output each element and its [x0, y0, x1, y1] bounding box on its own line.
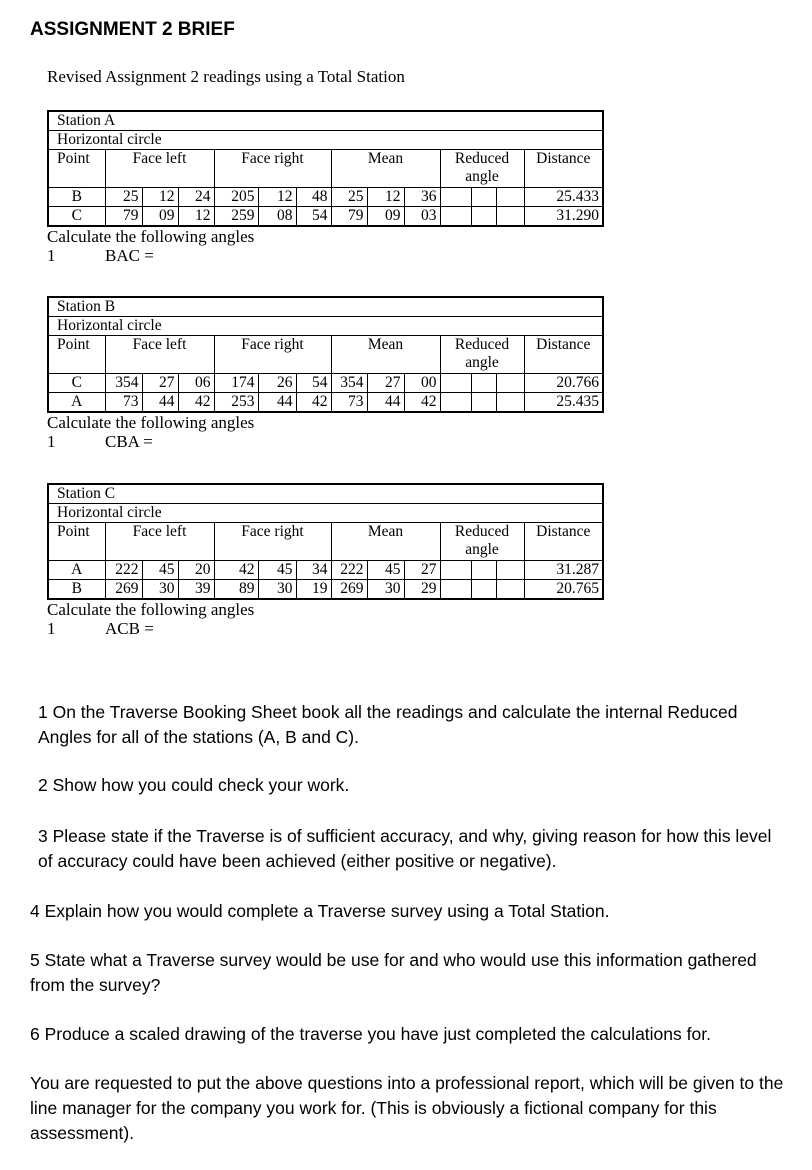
mean-cell: 30 — [367, 580, 404, 600]
header-distance: Distance — [524, 523, 603, 561]
station-name: Station C — [48, 484, 603, 504]
fl-cell: 222 — [105, 561, 142, 580]
question-5: 5 State what a Traverse survey would be use for and who would use this information gathered from the survey? — [30, 950, 757, 995]
header-distance: Distance — [524, 150, 603, 188]
fl-cell: 39 — [178, 580, 214, 600]
mean-cell: 42 — [404, 393, 440, 413]
fl-cell: 73 — [105, 393, 142, 413]
fl-cell: 269 — [105, 580, 142, 600]
readings-table — [47, 296, 604, 413]
reduced-cell[interactable] — [440, 374, 471, 393]
header-face-left: Face left — [105, 150, 214, 188]
readings-table — [47, 483, 604, 600]
calc-angle: ACB = — [105, 619, 154, 638]
calc-number: 1 — [47, 619, 56, 638]
fl-cell: 06 — [178, 374, 214, 393]
question-2: 2 Show how you could check your work. — [38, 775, 350, 795]
fr-cell: 259 — [214, 207, 258, 227]
mean-cell: 03 — [404, 207, 440, 227]
station-name: Station A — [48, 111, 603, 131]
header-point: Point — [48, 523, 105, 561]
fr-cell: 30 — [258, 580, 296, 600]
reduced-cell[interactable] — [471, 374, 496, 393]
table-row — [48, 188, 603, 207]
calc-number: 1 — [47, 246, 56, 265]
reduced-cell[interactable] — [471, 393, 496, 413]
reduced-cell[interactable] — [440, 561, 471, 580]
point-cell: A — [48, 561, 105, 580]
mean-cell: 27 — [404, 561, 440, 580]
table-row — [48, 207, 603, 227]
readings-table — [47, 110, 604, 227]
reduced-cell[interactable] — [440, 188, 471, 207]
fr-cell: 26 — [258, 374, 296, 393]
mean-cell: 12 — [367, 188, 404, 207]
fl-cell: 12 — [178, 207, 214, 227]
mean-cell: 25 — [331, 188, 367, 207]
fr-cell: 253 — [214, 393, 258, 413]
mean-cell: 29 — [404, 580, 440, 600]
header-face-left: Face left — [105, 523, 214, 561]
fl-cell: 79 — [105, 207, 142, 227]
reduced-cell[interactable] — [496, 207, 524, 227]
station-c-section — [47, 483, 603, 638]
header-face-right: Face right — [214, 523, 331, 561]
fr-cell: 89 — [214, 580, 258, 600]
reduced-cell[interactable] — [440, 393, 471, 413]
fr-cell: 42 — [214, 561, 258, 580]
fr-cell: 48 — [296, 188, 331, 207]
fl-cell: 09 — [142, 207, 178, 227]
mean-cell: 222 — [331, 561, 367, 580]
page-title: ASSIGNMENT 2 BRIEF — [30, 19, 235, 40]
reduced-cell[interactable] — [496, 580, 524, 600]
point-cell: B — [48, 580, 105, 600]
distance-cell: 25.435 — [524, 393, 603, 413]
fr-cell: 205 — [214, 188, 258, 207]
calc-angle: BAC = — [105, 246, 154, 265]
point-cell: A — [48, 393, 105, 413]
fr-cell: 54 — [296, 374, 331, 393]
header-mean: Mean — [331, 336, 440, 374]
mean-cell: 73 — [331, 393, 367, 413]
subtitle: Revised Assignment 2 readings using a Total Station — [47, 67, 405, 86]
distance-cell: 20.766 — [524, 374, 603, 393]
station-a-section — [47, 110, 603, 265]
table-row — [48, 561, 603, 580]
fr-cell: 174 — [214, 374, 258, 393]
station-name: Station B — [48, 297, 603, 317]
mean-cell: 354 — [331, 374, 367, 393]
header-mean: Mean — [331, 150, 440, 188]
fr-cell: 19 — [296, 580, 331, 600]
circle-label: Horizontal circle — [48, 317, 603, 336]
table-row — [48, 393, 603, 413]
fr-cell: 12 — [258, 188, 296, 207]
mean-cell: 27 — [367, 374, 404, 393]
question-4: 4 Explain how you would complete a Traverse survey using a Total Station. — [30, 901, 610, 921]
fr-cell: 42 — [296, 393, 331, 413]
calc-number: 1 — [47, 432, 56, 451]
mean-cell: 269 — [331, 580, 367, 600]
distance-cell: 31.287 — [524, 561, 603, 580]
header-distance: Distance — [524, 336, 603, 374]
point-cell: C — [48, 374, 105, 393]
header-point: Point — [48, 150, 105, 188]
mean-cell: 79 — [331, 207, 367, 227]
fl-cell: 20 — [178, 561, 214, 580]
mean-cell: 36 — [404, 188, 440, 207]
question-1: 1 On the Traverse Booking Sheet book all the readings and calculate the internal Reduced Angles for all of the stations (A, B and C). — [38, 702, 738, 747]
distance-cell: 25.433 — [524, 188, 603, 207]
calc-instruction: Calculate the following angles — [47, 600, 255, 619]
fr-cell: 44 — [258, 393, 296, 413]
fl-cell: 27 — [142, 374, 178, 393]
header-point: Point — [48, 336, 105, 374]
header-face-right: Face right — [214, 150, 331, 188]
calc-angle: CBA = — [105, 432, 153, 451]
reduced-cell[interactable] — [471, 207, 496, 227]
table-row — [48, 374, 603, 393]
fr-cell: 08 — [258, 207, 296, 227]
header-face-right: Face right — [214, 336, 331, 374]
fl-cell: 24 — [178, 188, 214, 207]
mean-cell: 44 — [367, 393, 404, 413]
reduced-cell[interactable] — [440, 207, 471, 227]
fl-cell: 12 — [142, 188, 178, 207]
reduced-cell[interactable] — [440, 580, 471, 600]
question-3: 3 Please state if the Traverse is of sufficient accuracy, and why, giving reason for how this level of accuracy could have been achieved (either positive or negative). — [38, 826, 772, 871]
header-mean: Mean — [331, 523, 440, 561]
station-b-section — [47, 296, 603, 451]
header-reduced-angle: Reduced angle — [440, 150, 524, 188]
fr-cell: 45 — [258, 561, 296, 580]
fr-cell: 54 — [296, 207, 331, 227]
fl-cell: 30 — [142, 580, 178, 600]
table-row — [48, 580, 603, 600]
distance-cell: 31.290 — [524, 207, 603, 227]
reduced-cell[interactable] — [471, 188, 496, 207]
circle-label: Horizontal circle — [48, 504, 603, 523]
report-instructions: You are requested to put the above questions into a professional report, which will be given to the line manager for the company you work for. (This is obviously a fictional company for this assessment). — [30, 1073, 784, 1143]
fl-cell: 42 — [178, 393, 214, 413]
calc-instruction: Calculate the following angles — [47, 413, 255, 432]
calc-instruction: Calculate the following angles — [47, 227, 255, 246]
point-cell: C — [48, 207, 105, 227]
mean-cell: 00 — [404, 374, 440, 393]
reduced-cell[interactable] — [496, 561, 524, 580]
header-reduced-angle: Reduced angle — [440, 523, 524, 561]
reduced-cell[interactable] — [471, 580, 496, 600]
fl-cell: 354 — [105, 374, 142, 393]
header-reduced-angle: Reduced angle — [440, 336, 524, 374]
distance-cell: 20.765 — [524, 580, 603, 600]
fr-cell: 34 — [296, 561, 331, 580]
fl-cell: 45 — [142, 561, 178, 580]
fl-cell: 44 — [142, 393, 178, 413]
mean-cell: 45 — [367, 561, 404, 580]
reduced-cell[interactable] — [471, 561, 496, 580]
reduced-cell[interactable] — [496, 393, 524, 413]
mean-cell: 09 — [367, 207, 404, 227]
reduced-cell[interactable] — [496, 374, 524, 393]
reduced-cell[interactable] — [496, 188, 524, 207]
question-6: 6 Produce a scaled drawing of the traverse you have just completed the calculations for. — [30, 1024, 711, 1044]
circle-label: Horizontal circle — [48, 131, 603, 150]
header-face-left: Face left — [105, 336, 214, 374]
point-cell: B — [48, 188, 105, 207]
fl-cell: 25 — [105, 188, 142, 207]
